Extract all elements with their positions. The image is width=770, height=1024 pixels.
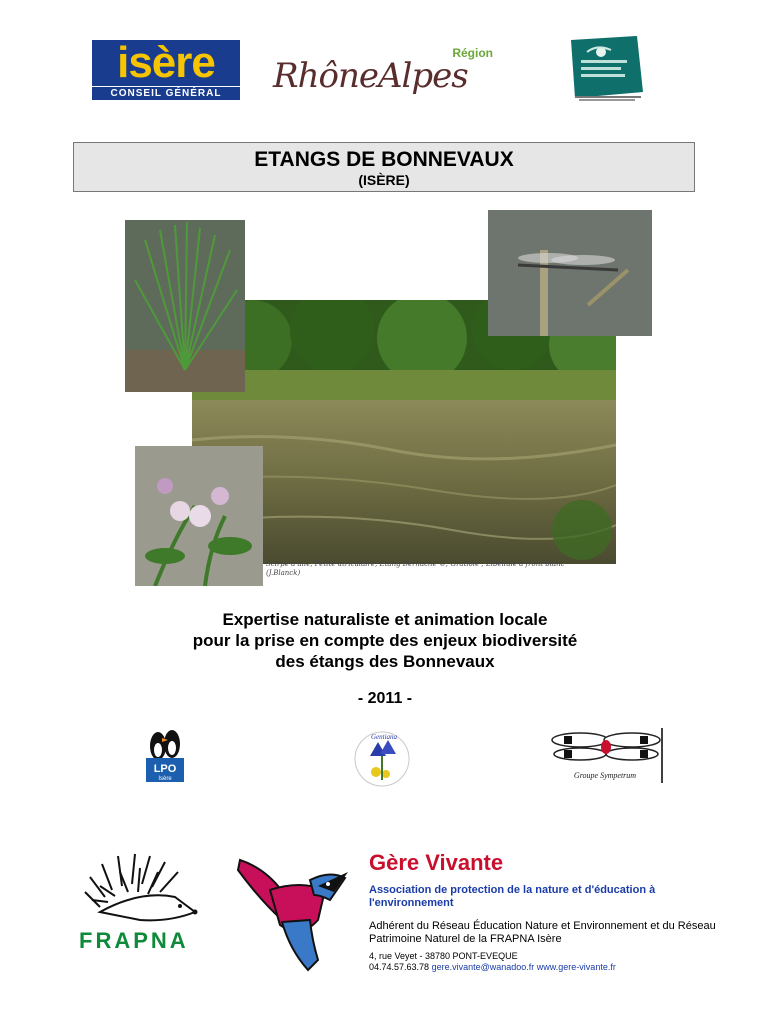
rhone-alpes-word: RhôneAlpes [273,56,468,96]
page-subtitle-region: (ISÈRE) [358,172,410,188]
gere-vivante-membership: Adhérent du Réseau Éducation Nature et Environnement et du Réseau Patrimoine Naturel de la FRAPNA Isère [369,920,716,945]
gere-vivante-address: 4, rue Veyet - 38780 PONT-EVEQUE [369,951,518,961]
report-subtitle [100,609,670,672]
title-box [73,142,695,192]
report-subtitle-line-1: Expertise naturaliste et animation locale [222,610,548,629]
gere-vivante-title: Gère Vivante [369,850,504,875]
photo-caption: Scirpe à aile, Petite utriculaire, Etang Bernache ©; Gratiole ; Libellule à front blanc (J.Blanck) [266,560,565,577]
page-title: ETANGS DE BONNEVAUX [254,148,514,171]
report-year: - 2011 - [357,690,413,707]
isere-logo-subtitle: CONSEIL GÉNÉRAL [92,87,240,100]
lpo-logo-label: LPO [153,763,177,775]
frapna-wordmark: FRAPNA [79,928,189,953]
sympetrum-logo [550,728,665,783]
gratiola-flower-photo [135,446,263,586]
lpo-isere-logo [140,728,190,782]
scirpus-plant-photo [125,220,245,392]
rhone-alpes-region-label: Région [452,46,493,60]
lpo-logo-sub: Isère [158,776,172,782]
gere-vivante-contact [369,951,729,973]
gere-vivante-phone: 04.74.57.63.78 [369,962,430,972]
dragonfly-photo [488,210,652,336]
report-subtitle-line-3: des étangs des Bonnevaux [275,652,495,671]
gere-vivante-email-link[interactable]: gere.vivante@wanadoo.fr [431,962,535,972]
isere-logo [92,40,240,100]
gentiana-logo [352,730,412,788]
gentiana-logo-text: Gentiana [370,733,398,741]
gere-vivante-website-link[interactable]: www.gere-vivante.fr [536,962,616,972]
report-subtitle-line-2: pour la prise en compte des enjeux biodiversité [192,631,578,650]
isere-logo-word: isère [92,40,240,86]
sympetrum-logo-text: Groupe Sympetrum [573,771,637,780]
gere-vivante-contact-line [369,962,729,973]
gere-vivante-description: Association de protection de la nature et d'éducation à l'environnement [369,884,656,909]
agence-de-l-eau-logo [567,36,643,102]
hedgehog-icon [80,852,200,926]
kingfisher-logo [230,850,350,974]
rhone-alpes-logo [273,46,497,96]
